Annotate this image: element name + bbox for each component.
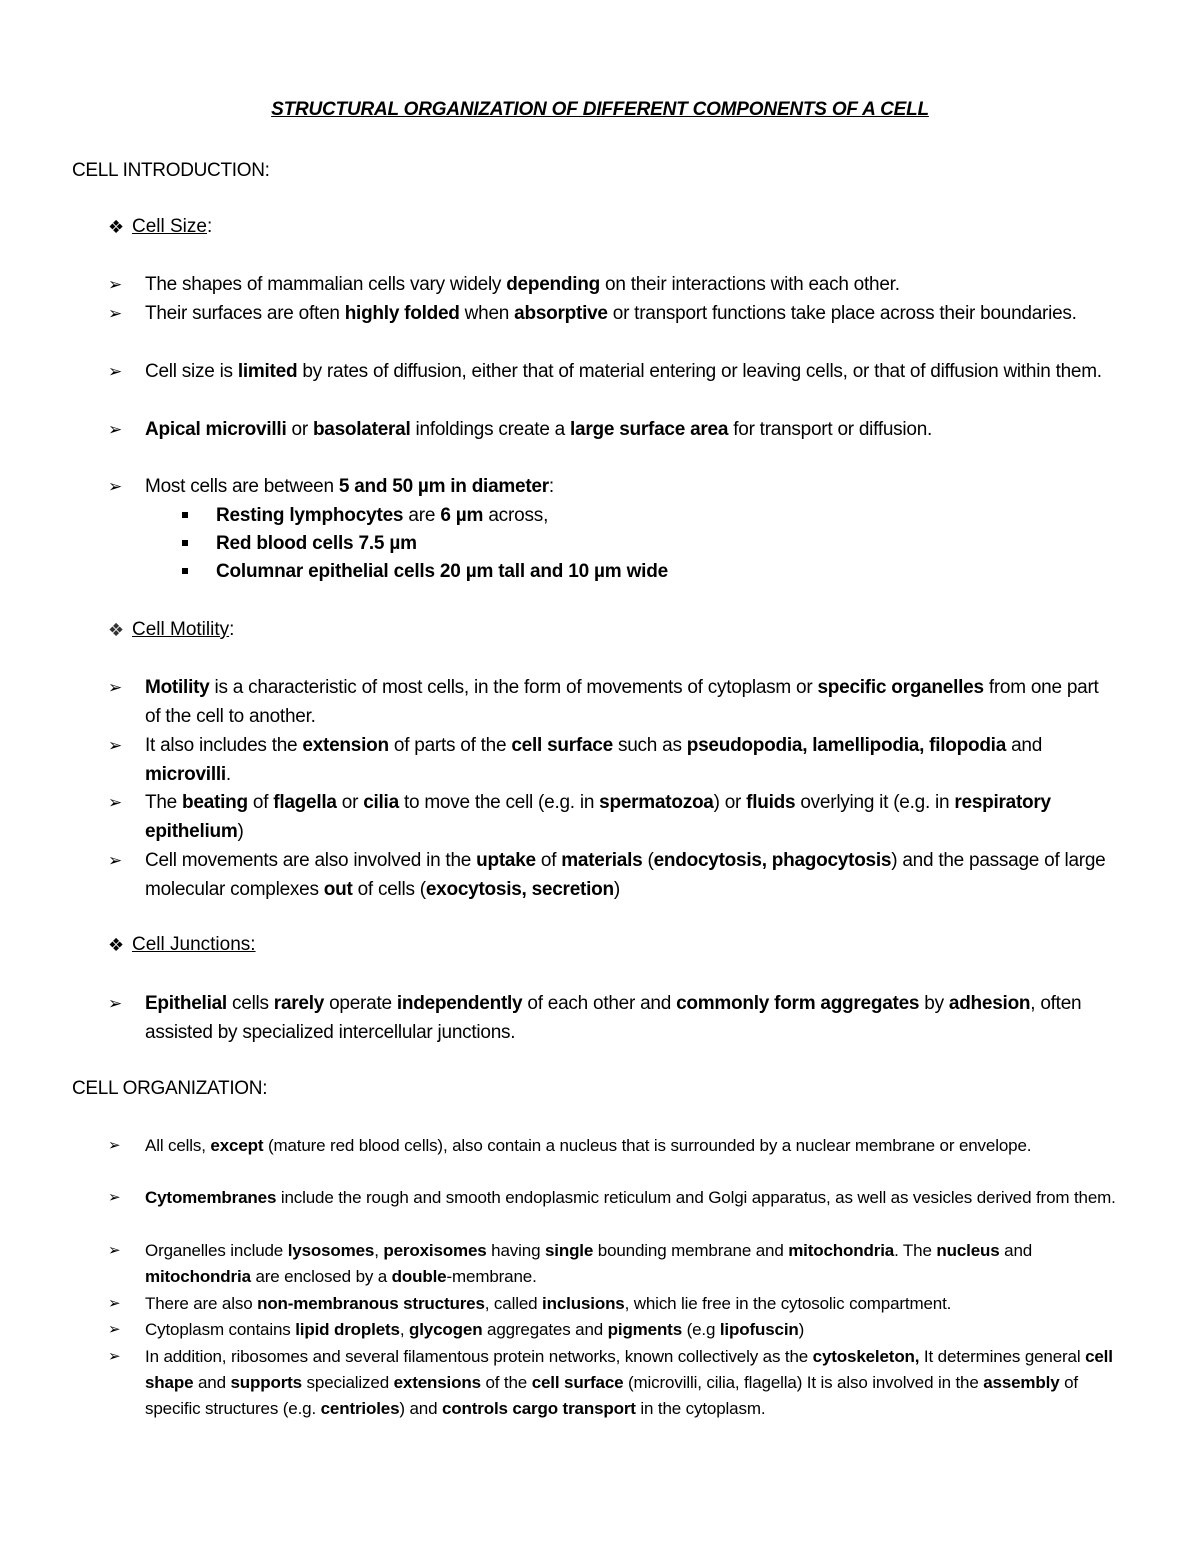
arrow-bullet-icon: ➢ [108,678,122,697]
section-heading-cell-introduction: CELL INTRODUCTION: [72,160,270,181]
bullet-text: The shapes of mammalian cells vary widely depending on their interactions with each other. [145,274,900,295]
subheading-label: Cell Junctions: [132,934,256,955]
list-item [108,1238,1118,1290]
bullet-text: It also includes the extension of parts of the cell surface such as pseudopodia, lamellipodia, filopodia and microvilli. [145,735,1043,785]
list-item [108,1133,1118,1159]
list-item [108,788,1118,846]
arrow-bullet-icon: ➢ [108,1321,121,1338]
list-item [108,357,1118,386]
diamond-bullet-icon: ❖ [108,620,125,640]
list-item [108,415,1118,444]
list-item [108,299,1118,328]
subheading-cell-size: ❖ Cell Size: [108,214,212,240]
list-item [182,502,548,530]
section-heading-cell-organization: CELL ORGANIZATION: [72,1078,268,1099]
arrow-bullet-icon: ➢ [108,1189,121,1206]
arrow-bullet-icon: ➢ [108,304,122,323]
bullet-text: Resting lymphocytes are 6 µm across, [216,505,549,526]
bullet-text: Most cells are between 5 and 50 µm in diameter: [145,476,554,497]
arrow-bullet-icon: ➢ [108,1242,121,1259]
arrow-bullet-icon: ➢ [108,994,122,1013]
subheading-cell-motility: ❖ Cell Motility: [108,617,234,643]
subheading-label: Cell Size [132,216,207,237]
subheading-label: Cell Motility [132,619,230,640]
arrow-bullet-icon: ➢ [108,275,122,294]
list-item [108,989,1118,1047]
arrow-bullet-icon: ➢ [108,1295,121,1312]
bullet-text: All cells, except (mature red blood cells), also contain a nucleus that is surrounded by a nuclear membrane or envelope. [145,1136,1032,1155]
list-item [108,1185,1118,1211]
arrow-bullet-icon: ➢ [108,477,122,496]
bullet-text: Apical microvilli or basolateral infoldings create a large surface area for transport or diffusion. [145,419,933,440]
list-item [108,1344,1118,1422]
arrow-bullet-icon: ➢ [108,362,122,381]
diamond-bullet-icon: ❖ [108,217,125,237]
bullet-text: Cytomembranes include the rough and smooth endoplasmic reticulum and Golgi apparatus, as well as vesicles derived from them. [145,1188,1116,1207]
bullet-text: Cell movements are also involved in the uptake of materials (endocytosis, phagocytosis) and the passage of large molecular complexes out of cells (exocytosis, secretion) [145,850,1106,900]
arrow-bullet-icon: ➢ [108,420,122,439]
square-bullet-icon [182,540,188,546]
bullet-text: Organelles include lysosomes, peroxisomes having single bounding membrane and mitochondria. The nucleus and mitochondria are enclosed by a double-membrane. [145,1241,1033,1286]
arrow-bullet-icon: ➢ [108,736,122,755]
bullet-text: Red blood cells 7.5 µm [216,533,417,554]
list-item [108,731,1118,789]
bullet-text: Columnar epithelial cells 20 µm tall and 10 µm wide [216,561,669,582]
arrow-bullet-icon: ➢ [108,1348,121,1365]
bullet-text: Cytoplasm contains lipid droplets, glycogen aggregates and pigments (e.g lipofuscin) [145,1320,805,1339]
list-item [108,673,1118,731]
list-item [182,530,417,558]
bullet-text: Their surfaces are often highly folded when absorptive or transport functions take place across their boundaries. [145,303,1077,324]
list-item [108,846,1118,904]
list-item [182,558,668,586]
bullet-text: The beating of flagella or cilia to move the cell (e.g. in spermatozoa) or fluids overlying it (e.g. in respiratory epithelium) [145,792,1051,842]
arrow-bullet-icon: ➢ [108,851,122,870]
square-bullet-icon [182,512,188,518]
list-item [108,270,1118,299]
bullet-text: There are also non-membranous structures, called inclusions, which lie free in the cytosolic compartment. [145,1294,952,1313]
document-title: STRUCTURAL ORGANIZATION OF DIFFERENT COMPONENTS OF A CELL [271,99,929,120]
arrow-bullet-icon: ➢ [108,1137,121,1154]
bullet-text: Cell size is limited by rates of diffusion, either that of material entering or leaving cells, or that of diffusion within them. [145,361,1102,382]
list-item [108,1317,1118,1343]
subheading-cell-junctions [108,932,256,958]
square-bullet-icon [182,568,188,574]
diamond-bullet-icon: ❖ [108,935,125,955]
list-item [108,1291,1118,1317]
bullet-text: In addition, ribosomes and several filamentous protein networks, known collectively as the cytoskeleton, It determines general cell shape and supports specialized extensions of the cell surface (microvilli, cilia, flagella) It is also involved in the assembly of specific structures (e.g. centrioles) and controls cargo transport in the cytoplasm. [145,1347,1113,1418]
arrow-bullet-icon: ➢ [108,793,122,812]
bullet-text: Epithelial cells rarely operate independently of each other and commonly form aggregates by adhesion, often assisted by specialized intercellular junctions. [145,993,1082,1043]
list-item [108,472,1118,501]
bullet-text: Motility is a characteristic of most cells, in the form of movements of cytoplasm or specific organelles from one part of the cell to another. [145,677,1099,727]
